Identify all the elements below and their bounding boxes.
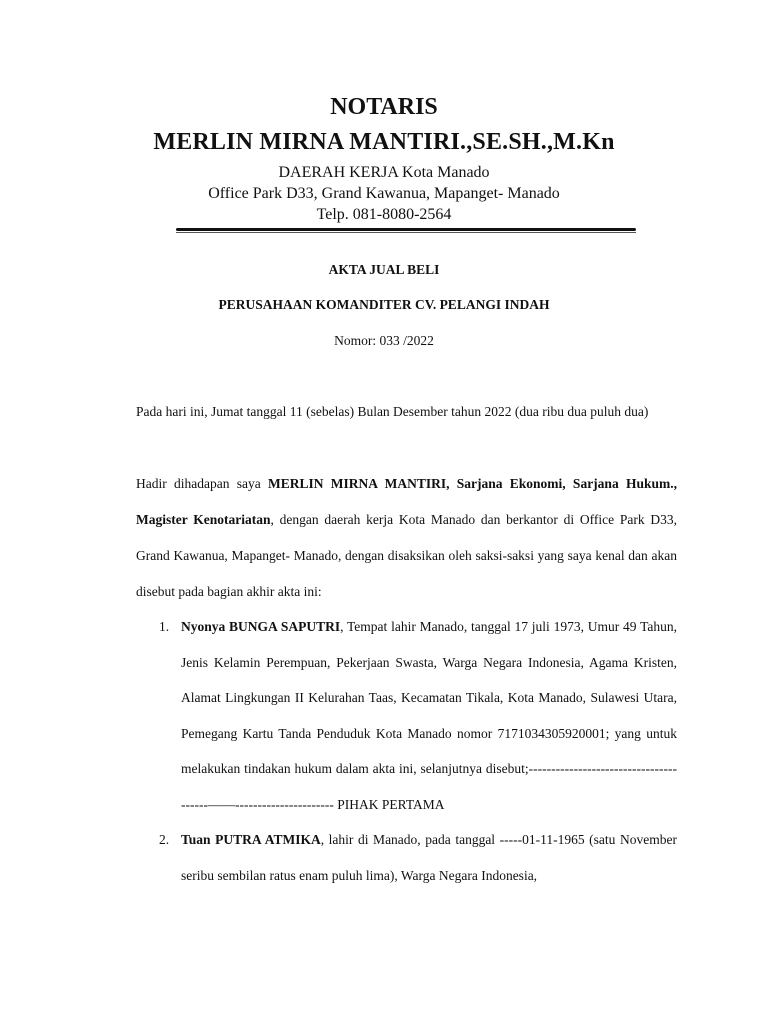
party-details: , lahir di Manado, pada tanggal -----01-11-1965 (satu November seribu sembilan ratus enam puluh lima), Warga Negara Indonesia, xyxy=(181,832,677,883)
company-title: PERUSAHAAN KOMANDITER CV. PELANGI INDAH xyxy=(218,297,550,312)
letterhead-title: NOTARIS xyxy=(330,94,438,120)
opening-paragraph: Pada hari ini, Jumat tanggal 11 (sebelas) Bulan Desember tahun 2022 (dua ribu dua puluh dua) xyxy=(136,404,649,419)
list-item xyxy=(136,822,677,893)
party-name: Tuan PUTRA ATMIKA xyxy=(181,832,321,847)
deed-title: AKTA JUAL BELI xyxy=(328,262,440,277)
parties-list xyxy=(136,609,677,893)
party-name: Nyonya BUNGA SAPUTRI xyxy=(181,619,341,634)
presence-paragraph xyxy=(136,466,677,610)
presence-prefix: Hadir dihadapan saya xyxy=(136,476,269,491)
work-area: DAERAH KERJA Kota Manado xyxy=(278,164,490,181)
letterhead-divider-thin xyxy=(176,232,636,233)
party-details: , Tempat lahir Manado, tanggal 17 juli 1973, Umur 49 Tahun, Jenis Kelamin Perempuan, Pekerjaan Swasta, Warga Negara Indonesia, Agama Kristen, Alamat Lingkungan II Kelurahan Taas, Kecamatan Tikala, Kota Manado, Sulawesi Utara, Pemegang Kartu Tanda Penduduk Kota Manado nomor 7171034305920001; yang untuk melakukan tindakan hukum dalam akta ini, selanjutnya disebut;---------------------------------------——---------------------- PIHAK PERTAMA xyxy=(181,619,677,812)
list-item xyxy=(136,609,677,822)
deed-number: Nomor: 033 /2022 xyxy=(334,333,434,348)
list-number: 2. xyxy=(159,832,170,847)
notary-name: MERLIN MIRNA MANTIRI.,SE.SH.,M.Kn xyxy=(153,129,615,155)
office-address: Office Park D33, Grand Kawanua, Mapanget- Manado xyxy=(208,185,560,202)
notary-full-name: MERLIN MIRNA MANTIRI, Sarjana Ekonomi, Sarjana Hukum., Magister Kenotariatan xyxy=(136,476,677,527)
presence-suffix: , dengan daerah kerja Kota Manado dan berkantor di Office Park D33, Grand Kawanua, Mapanget- Manado, dengan disaksikan oleh saksi-saksi yang saya kenal dan akan disebut pada bagian akhir akta ini: xyxy=(136,512,677,599)
phone-number: Telp. 081-8080-2564 xyxy=(316,206,452,223)
list-number: 1. xyxy=(159,619,170,634)
letterhead-divider xyxy=(176,228,636,231)
